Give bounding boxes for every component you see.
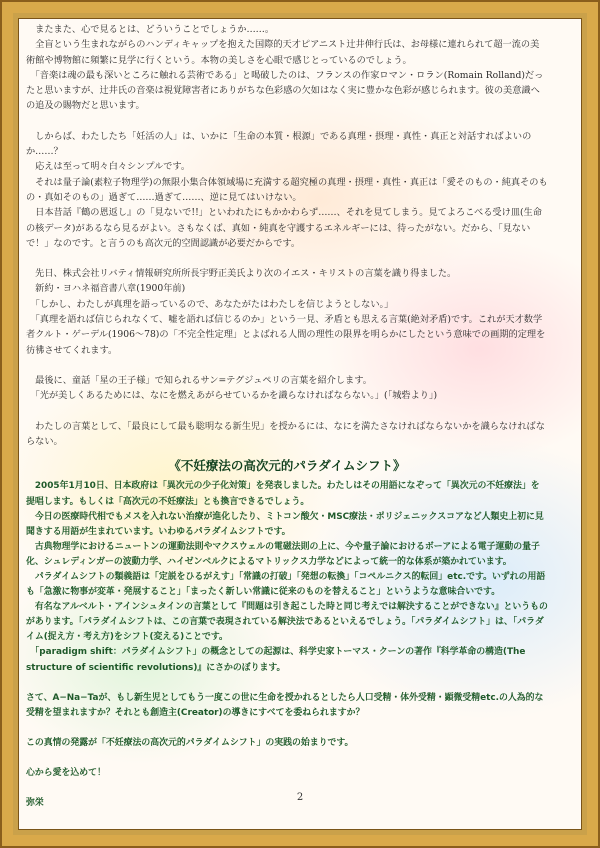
paragraph: 「光が美しくあるためには、なにを燃えあがらせているかを識らなければならない。」(「城砦より」) (26, 390, 438, 402)
paragraph: しからば、わたしたち「妊活の人」は、いかに「生命の本質・根源」である真理・摂理・真性・真正と対話すればよいのか……？ (26, 130, 532, 158)
paragraph: 全盲という生まれながらのハンディキャップを抱えた国際的天才ピアニスト辻井伸行氏は、お母様に連れられて超一流の美術館や博物館に頻繁に見学に行くという。本物の美しさを心眼で感じとっているのでしょう。 (26, 39, 540, 66)
paragraph: 日本昔話『鶴の恩返し』の「見ないで!!」といわれたにもかかわらず……、それを見てしまう。見てよろこべる受け皿(生命の核データ)があるなら見るがよい。さもなくば、真如・純真を守護するエネルギーには、待ったがない。だから、「見ないで！」なのです。と言うのも高次元的空間認識が必要だからです。 (26, 207, 542, 249)
green-paragraph: パラダイムシフトの類義語は「定説をひるがえす」「常識の打破」「発想の転換」「コペルニクス的転回」etc.です。いずれの用語も「急激に物事が変革・発展すること」「まったく新しい常識に従来のものを替えること」というような意味合いです。 (26, 571, 546, 598)
paragraph: わたしの言葉として、「最良にして最も聡明なる新生児」を授かるには、なにを満たさなければならないかを識らなければならない。 (26, 420, 545, 447)
green-paragraph: この真情の発露が「不妊療法の高次元的パラダイムシフト」の実践の始まりです。 (26, 737, 354, 748)
green-paragraph: 今日の医療時代相でもメスを入れない治療が進化したり、ミトコン酸欠・MSC療法・ポリジェニックスコアなど人類史上初に見聞きする用語が生まれています。いわゆるパラダイムシフトです。 (26, 511, 544, 537)
paragraph: またまた、心で見るとは、どういうことでしょうか……。 (26, 24, 275, 35)
paragraph: それは量子論(素粒子物理学)の無限小集合体領域場に充満する超究極の真理・摂理・真性・真正は「愛そのもの・純真そのもの・真如そのもの」過ぎて……過ぎて……、逆に見てはいけない。 (26, 176, 548, 203)
green-paragraph: 有名なアルベルト・アインシュタインの言葉として『問題は引き起こした時と同じ考えでは解決することができない』というものがあります。「パラダイムシフトは、この言葉で表現されている解決法であるといえるでしょう。「パラダイムシフト」は、「パラダイム(捉え方・考え方)をシフト(変える)ことです。 (26, 602, 548, 643)
paragraph: 先日、株式会社リバティ情報研究所所長宇野正美氏より次のイエス・キリストの言葉を識り得ました。 (26, 268, 457, 280)
paragraph: 「しかし、わたしが真理を語っているので、あなたがたはわたしを信じようとしない。」 (26, 298, 394, 310)
section-title: 《不妊療法の高次元的パラダイムシフト》 (168, 458, 406, 474)
green-paragraph: 2005年1月10日、日本政府は「異次元の少子化対策」を発表しました。わたしはその用語になぞって「異次元の不妊療法」を提唱します。もしくは「高次元の不妊療法」とも換言できるでしょう。 (26, 481, 540, 507)
green-paragraph: 古典物理学におけるニュートンの運動法則やマクスウェルの電磁法則の上に、今や量子論におけるボーアによる電子運動の量子化、シュレディンガーの波動力学、ハイゼンベルクによるマトリックス力学などによって統一的な体系が築かれています。 (26, 541, 540, 567)
paragraph: 新約・ヨハネ福音書八章(1900年前) (26, 283, 186, 295)
page-number: 2 (296, 792, 304, 803)
green-paragraph: さて、A−Na−Taが、もし新生児としてもう一度この世に生命を授かれるとしたら人口受精・体外受精・顕微受精etc.の人為的な受精を望まれますか？それとも創造主(Creator)の導きにすべてを委ねられますか？ (26, 692, 544, 718)
paragraph: 「真理を語れば信じられなくて、嘘を語れば信じるのか」という一見、矛盾とも思える言葉(絶対矛盾)です。これが天才数学者クルト・ゲーデル(1906〜78)の「不完全性定理」とよばれる人間の理性の限界を明らかにしたという意味での画期的定理を彷彿させてくれます。 (26, 314, 546, 356)
green-paragraph: 「paradigm shift：パラダイムシフト」の概念としての起源は、科学史家トーマス・クーンの著作『科学革命の構造(The structure of scientific revolutions)』にさかのぼります。 (26, 647, 529, 673)
author-signature: 弥栄 (26, 798, 44, 809)
paragraph: 最後に、童話「星の王子様」で知られるサン=テグジュペリの言葉を紹介します。 (26, 374, 372, 386)
closing-line: 心から愛を込めて！ (26, 767, 106, 778)
paragraph: 「音楽は魂の最も深いところに触れる芸術である」と喝破したのは、フランスの作家ロマン・ロラン(Romain Rolland)だったと思いますが、辻井氏の音楽は視覚障害者にありがちな色彩感の欠如はなく実に豊かな色彩が感じられます。彼の美意識への追及の賜物だと思います。 (26, 69, 544, 112)
paragraph: 応えは至って明々白々シンプルです。 (26, 161, 191, 173)
document-body (26, 22, 548, 811)
